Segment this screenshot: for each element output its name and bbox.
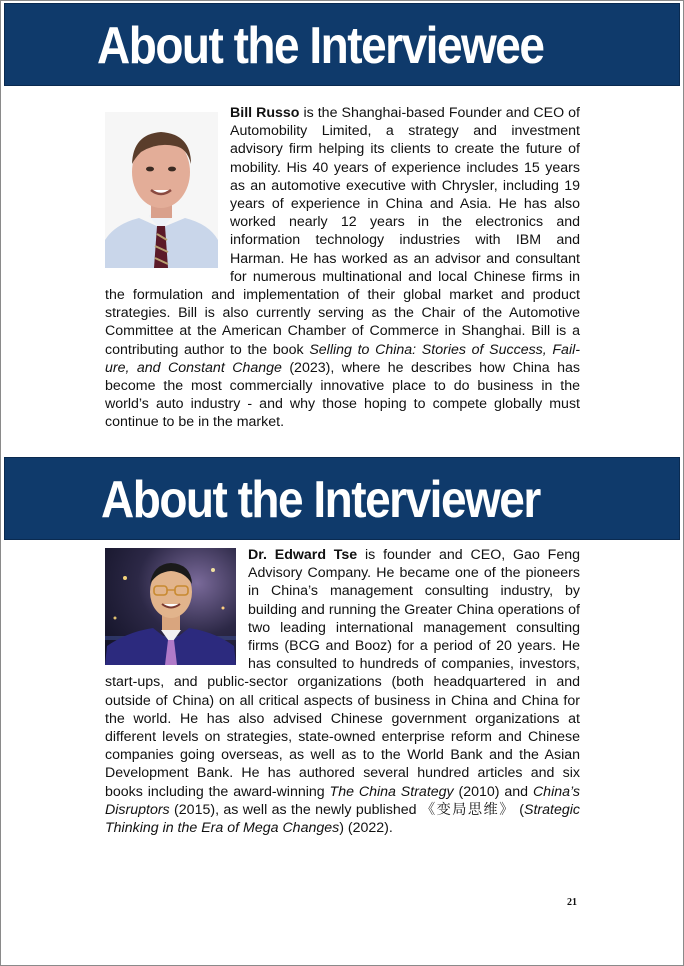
portrait-image [105,112,218,268]
interviewer-chinese-title: 《变局思维》 [420,801,515,818]
interviewer-book-title-2: China’s Disruptors [105,783,580,818]
interviewee-name: Bill Russo [230,105,300,121]
interviewer-banner [4,457,680,540]
interviewer-text-5: ) (2022). [339,820,393,837]
portrait-image [105,548,236,665]
interviewee-photo [105,112,218,268]
interviewer-book-title-3: Strategic Thinking in the Era of Mega Changes [105,801,580,837]
interviewee-heading: About the Interviewee [97,15,544,75]
interviewer-text-1: is founder and CEO, Gao Feng Advisory Company. He became one of the pioneers in China’s management consulting industry, by building and running the Greater China operations of two leading international management consulting firms (BCG and Booz) for a period of 20 years. He has consulted to hundreds of companies, investors, start-ups, and public-sector organizations (both headquartered in and outside of China) on all critical aspects of business in China and China for the world. He has also advised Chinese government organizations at different levels on strategies, state-owned enterprise reform and Chinese companies going overseas, as well as to the World Bank and the Asian Development Bank. He has authored several hundred articles and six books including the award-winning [105,547,580,800]
page-number: 21 [567,897,577,908]
interviewee-bio [105,104,580,432]
interviewer-photo [105,548,236,665]
interviewee-banner [4,3,680,86]
interviewer-bio [105,546,580,837]
interviewer-text-4: ( [514,801,524,818]
interviewer-text-2: (2010) and [453,783,533,800]
interviewee-text-2: (2023), where he describes how China has become the most commercially innovative place to do business in the world’s auto industry - and why those hoping to compete globally must continue to be in the market. [105,359,580,431]
interviewer-text-3: (2015), as well as the newly published [169,801,421,818]
interviewee-text-1: is the Shanghai-based Founder and CEO of Automobility Limited, a strategy and investment advisory firm helping its clients to create the future of mobility. His 40 years of experience includes 15 years as an automotive executive with Chrysler, including 19 years of experience in China and Asia. He has also worked nearly 12 years in the electronics and information technology industries with IBM and Harman. He has worked as an advisor and consultant for numerous multinational and local Chinese firms in the formulation and implementation of their global market and product strategies. Bill is also currently serving as the Chair of the Automotive Committee at the American Chamber of Commerce in Shanghai. Bill is a contributing author to the book [105,105,580,358]
interviewer-name: Dr. Edward Tse [248,547,358,563]
interviewer-book-title-1: The China Strategy [329,783,454,800]
interviewer-heading: About the Interviewer [101,469,540,529]
interviewee-book-title: Selling to China: Stories of Success, Failure, and Constant Change [105,341,580,376]
